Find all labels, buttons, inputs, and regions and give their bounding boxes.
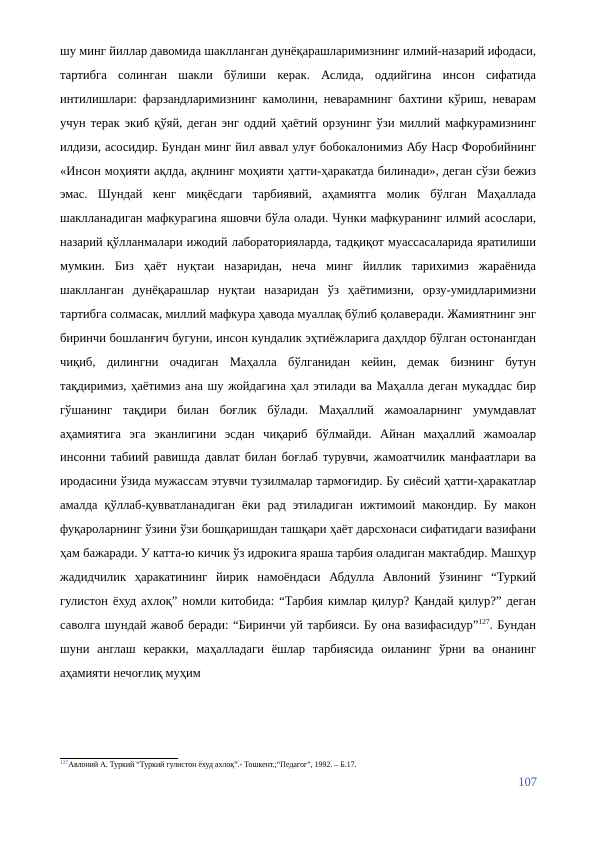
main-paragraph xyxy=(60,40,536,685)
footnote-divider xyxy=(60,758,178,759)
paragraph-text: шу минг йиллар давомида шаклланган дунёқарашларимизнинг илмий-назарий ифодаси, тартибга солинган шакли бўлиши керак. Аслида, оддийгина инсон сифатида интилишлари: фарзандларимизнинг камолини, неварамнинг бахтини кўриш, неварам учун терак экиб қўяй, деган энг оддий ҳаётий орзунинг ўзи миллий мафкурамизнинг илдизи, асосидир. Бундан минг йил аввал улуғ бобокалонимиз Абу Наср Форобийнинг «Инсон моҳияти ақлда, ақлнинг моҳияти ҳатти-ҳаракатда билинади», деган сўзи бежиз эмас. Шундай кенг миқёсдаги тарбиявий, аҳамиятга молик бўлган Маҳаллада шаклланадиган мафкурагина яшовчи бўла олади. Чунки мафкуранинг илмий асослари, назарий қўлланмалари ижодий лабораторияларда, тадқиқот муассасаларида яратилиши мумкин. Биз ҳаёт нуқтаи назаридан, неча минг йиллик тарихимиз жараёнида шаклланган дунёқарашлар нуқтаи назаридан ўз ҳаётимизни, орзу-умидларимизни тартибга солмасак, миллий мафкура ҳавода муаллақ бўлиб қолаверади. Жамиятнинг энг биринчи бошланғич бугуни, инсон кундалик эҳтиёжларига даҳлдор бўлган остонангдан чиқиб, дилингни очадиган Маҳалла бўлганидан кейин, демак бизнинг бутун тақдиримиз, ҳаётимиз ана шу жойдагина ҳал этилади ва Маҳалла деган мукаддас бир гўшанинг тақдири билан боғлик бўлади. Маҳаллий жамоаларнинг умумдавлат аҳамиятига эга эканлигини эсдан чиқариб бўлмайди. Айнан маҳаллий жамоалар инсонни табиий равишда давлат билан боғлаб турувчи, жамоатчилик манфаатлари ва иродасини ўзида мужассам этувчи тузилмалар тармоғидир. Бу сиёсий ҳатти-ҳаракатлар амалда қўллаб-қувватланадиган ёки рад этиладиган ижтимоий макондир. Бу макон фуқароларнинг ўзини ўзи бошқаришдан ташқари ҳаёт дарсхонаси сифатидаги вазифани ҳам бажаради. У катта-ю кичик ўз идрокига яраша тарбия оладиган мактабдир. Машҳур жадидчилик ҳаракатининг йирик намоёндаси Абдулла Авлоний ўзининг “Туркий гулистон ёхуд ахлоқ” номли китобида: “Тарбия кимлар қилур? Қандай қилур?” деган саволга шундай жавоб беради: “Биринчи уй тарбияси. Бу она вазифасидур” xyxy=(60,44,536,632)
page-number: 107 xyxy=(518,775,537,789)
paragraph-text-continued: . Бундан шуни англаш керакки, маҳалладаги ёшлар тарбиясида оиланинг ўрни ва онанинг аҳамияти нечоғлиқ муҳим xyxy=(60,617,536,680)
footnote-number: 127 xyxy=(60,760,69,766)
footnote-reference[interactable]: 127 xyxy=(478,616,490,626)
footnote xyxy=(60,760,536,770)
footnote-text: Авлоний А. Туркий “Туркий гулистон ёхуд ахлоқ”.- Тошкент.;“Педагог”, 1992. – Б.17. xyxy=(68,760,357,769)
